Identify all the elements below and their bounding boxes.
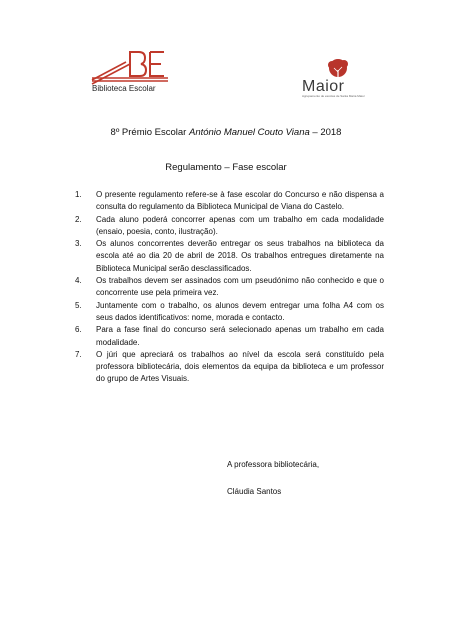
- rule-item: [75, 275, 384, 300]
- rules-list: [75, 189, 384, 386]
- rule-number: 1.: [75, 190, 82, 199]
- title-name: António Manuel Couto Viana: [188, 127, 310, 138]
- rule-number: 2.: [75, 214, 82, 224]
- signature-role: A professora bibliotecária,: [227, 460, 320, 469]
- rule-text: O presente regulamento refere-se à fase escolar do Concurso e não dispensa a consulta do regulamento da Biblioteca Municipal de Viana do Castelo.: [96, 190, 384, 212]
- rule-number: 5.: [75, 300, 82, 310]
- maior-logo-subtitle: Agrupamento de escolas de Santa Maria Maior: [302, 94, 365, 98]
- rule-number: 4.: [75, 276, 82, 286]
- document-subtitle: Regulamento – Fase escolar: [165, 162, 287, 173]
- title-prefix: 8º Prémio Escolar: [110, 127, 189, 138]
- rule-number: 3.: [75, 239, 82, 249]
- rule-number: 7.: [75, 349, 82, 359]
- be-logo-caption: Biblioteca Escolar: [92, 84, 156, 93]
- rule-text: Os alunos concorrentes deverão entregar os seus trabalhos na biblioteca da escola até ao dia 20 de abril de 2018. Os trabalhos entregues diretamente na Biblioteca Municipal serão desclassificados.: [96, 239, 384, 273]
- signature-name: Cláudia Santos: [227, 487, 282, 496]
- rule-text: Cada aluno poderá concorrer apenas com um trabalho em cada modalidade (ensaio, poesia, conto, ilustração).: [96, 214, 384, 236]
- rule-item: [75, 238, 384, 275]
- rule-item: [75, 214, 384, 239]
- rule-text: O júri que apreciará os trabalhos ao nível da escola será constituído pela professora bibliotecária, dois elementos da equipa da biblioteca e um professor do grupo de Artes Visuais.: [96, 349, 384, 384]
- rule-text: Os trabalhos devem ser assinados com um pseudónimo não conhecido e que o concorrente use pela primeira vez.: [96, 276, 384, 298]
- be-logo-mark: [90, 48, 170, 88]
- document-title: [0, 127, 452, 138]
- rule-item: [75, 349, 384, 386]
- rule-text: Para a fase final do concurso será selecionado apenas um trabalho em cada modalidade.: [96, 325, 384, 347]
- rule-item: [75, 324, 384, 349]
- rule-item: [75, 300, 384, 325]
- rule-text: Juntamente com o trabalho, os alunos devem entregar uma folha A4 com os seus dados identificativos: nome, morada e contacto.: [96, 300, 384, 322]
- biblioteca-escolar-logo: [90, 48, 170, 96]
- rule-number: 6.: [75, 325, 82, 335]
- maior-logo-word: Maior: [302, 78, 345, 95]
- rule-item: [75, 189, 384, 214]
- title-suffix: – 2018: [309, 127, 342, 138]
